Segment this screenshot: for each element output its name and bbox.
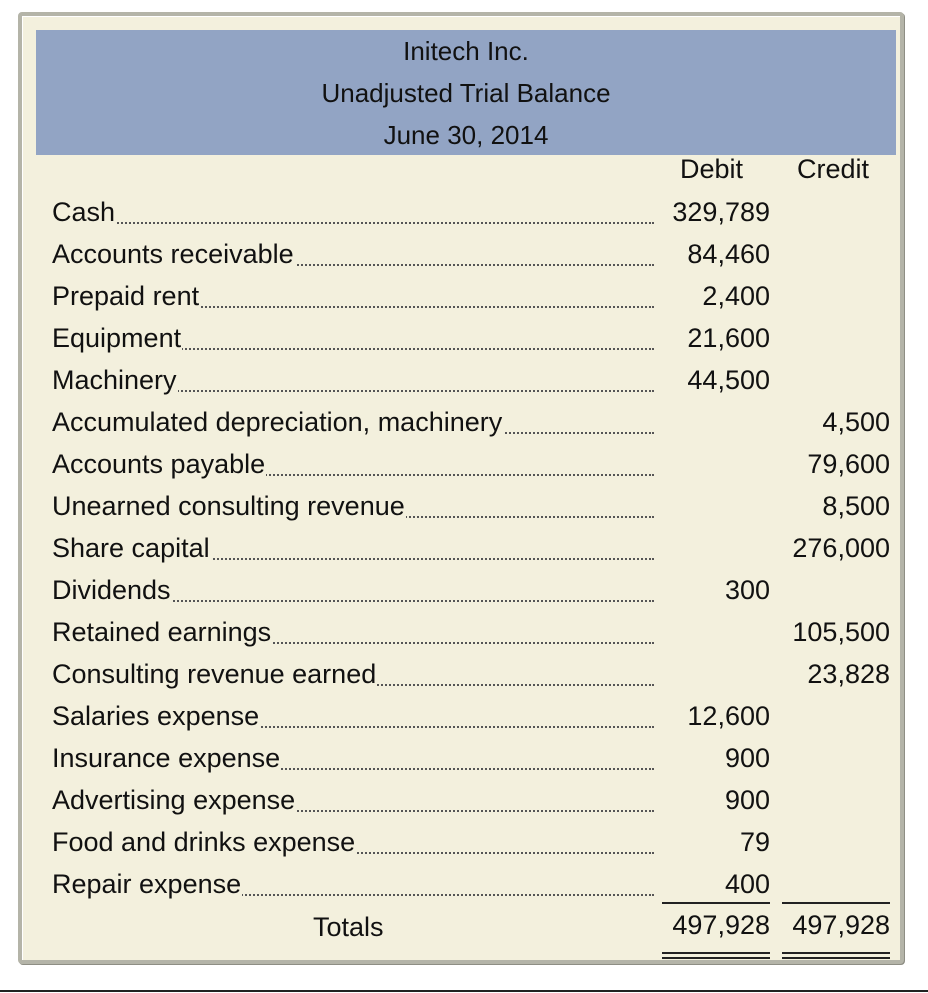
totals-label: Totals xyxy=(313,912,384,942)
debit-amount: 300 xyxy=(724,575,770,605)
account-name: Salaries expense xyxy=(52,701,260,731)
debit-amount: 2,400 xyxy=(702,281,770,311)
account-row xyxy=(52,574,892,616)
account-name: Equipment xyxy=(52,323,182,353)
report-title: Unadjusted Trial Balance xyxy=(321,78,611,108)
account-name: Share capital xyxy=(52,533,210,563)
credit-subtotal-rule xyxy=(782,902,890,904)
account-name: Dividends xyxy=(52,575,171,605)
credit-amount: 23,828 xyxy=(807,659,890,689)
account-row xyxy=(52,826,892,868)
credit-column-header: Credit xyxy=(797,154,870,184)
account-name: Consulting revenue earned xyxy=(52,659,377,689)
account-row xyxy=(52,322,892,364)
debit-amount: 329,789 xyxy=(672,197,770,227)
debit-double-rule-bottom xyxy=(662,957,770,959)
total-debit: 497,928 xyxy=(672,910,770,940)
company-name: Initech Inc. xyxy=(403,36,529,66)
page-bottom-border xyxy=(0,990,928,992)
account-name: Repair expense xyxy=(52,869,242,899)
account-row xyxy=(52,490,892,532)
account-row xyxy=(52,784,892,826)
debit-subtotal-rule xyxy=(662,902,770,904)
account-row xyxy=(52,364,892,406)
debit-amount: 900 xyxy=(724,743,770,773)
debit-double-rule-top xyxy=(662,952,770,954)
credit-amount: 276,000 xyxy=(792,533,890,563)
account-name: Accounts receivable xyxy=(52,239,294,269)
debit-amount: 84,460 xyxy=(687,239,770,269)
credit-double-rule-top xyxy=(782,952,890,954)
report-header xyxy=(36,30,896,155)
account-row xyxy=(52,196,892,238)
account-row xyxy=(52,658,892,700)
account-name: Insurance expense xyxy=(52,743,281,773)
debit-amount: 21,600 xyxy=(687,323,770,353)
account-name: Food and drinks expense xyxy=(52,827,356,857)
debit-amount: 400 xyxy=(724,869,770,899)
dot-leader xyxy=(54,222,654,224)
account-row xyxy=(52,238,892,280)
report-date: June 30, 2014 xyxy=(383,120,549,150)
debit-amount: 79 xyxy=(739,827,770,857)
account-name: Unearned consulting revenue xyxy=(52,491,405,521)
account-row xyxy=(52,616,892,658)
total-credit: 497,928 xyxy=(792,910,890,940)
account-name: Cash xyxy=(52,197,116,227)
account-name: Accounts payable xyxy=(52,449,266,479)
account-row xyxy=(52,700,892,742)
credit-amount: 8,500 xyxy=(822,491,890,521)
credit-double-rule-bottom xyxy=(782,957,890,959)
account-row xyxy=(52,280,892,322)
account-name: Machinery xyxy=(52,365,177,395)
credit-amount: 79,600 xyxy=(807,449,890,479)
account-row xyxy=(52,742,892,784)
debit-amount: 44,500 xyxy=(687,365,770,395)
credit-amount: 105,500 xyxy=(792,617,890,647)
debit-amount: 12,600 xyxy=(687,701,770,731)
account-name: Accumulated depreciation, machinery xyxy=(52,407,503,437)
account-row xyxy=(52,448,892,490)
account-name: Advertising expense xyxy=(52,785,296,815)
debit-amount: 900 xyxy=(724,785,770,815)
debit-column-header: Debit xyxy=(680,154,744,184)
credit-amount: 4,500 xyxy=(822,407,890,437)
account-name: Retained earnings xyxy=(52,617,272,647)
account-row xyxy=(52,406,892,448)
account-row xyxy=(52,532,892,574)
account-name: Prepaid rent xyxy=(52,281,200,311)
